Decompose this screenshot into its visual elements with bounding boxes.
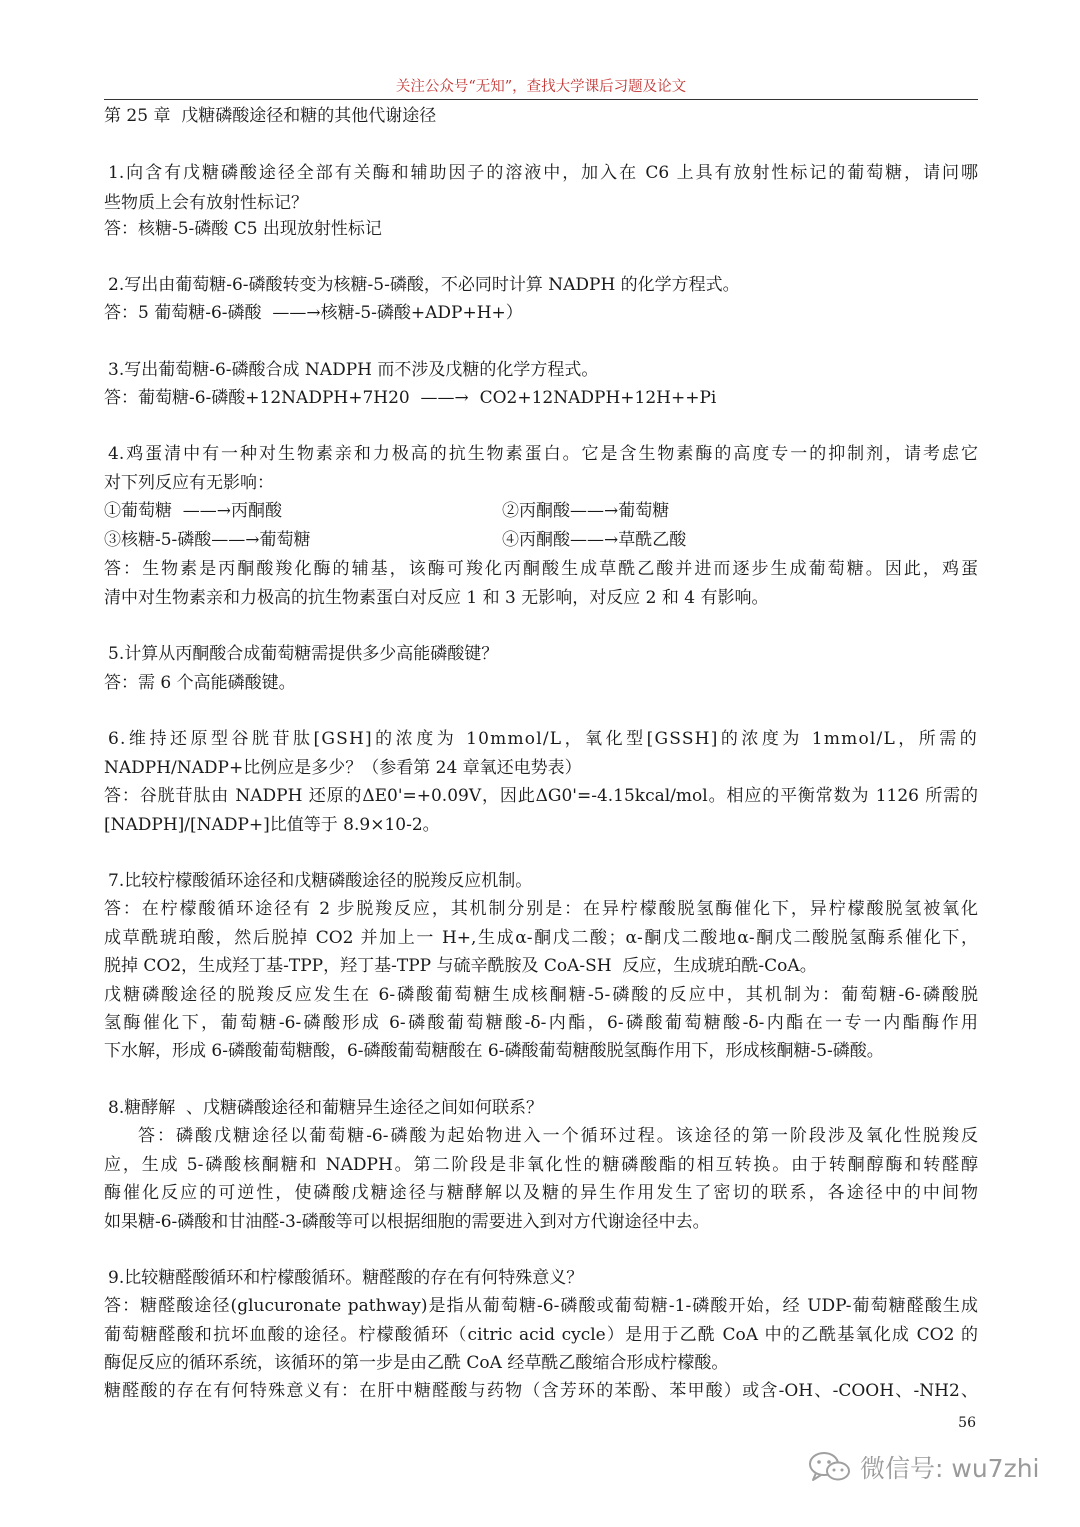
question-5: 5.计算从丙酮酸合成葡萄糖需提供多少高能磷酸键？: [108, 644, 499, 664]
header-rule: [104, 99, 978, 100]
answer-6-line-2: [NADPH]/[NADP+]比值等于 8.9×10-2。: [104, 815, 440, 835]
question-6-line-1: 6.维持还原型谷胱苷肽[GSH]的浓度为 10mmol/L，氧化型[GSSH]的浓度为 1mmol/L，所需的: [108, 729, 978, 749]
chapter-title: 第 25 章 戊糖磷酸途径和糖的其他代谢途径: [104, 106, 437, 126]
answer-2: 答：5 葡萄糖-6-磷酸 ——→核糖-5-磷酸+ADP+H+）: [104, 303, 523, 323]
reaction-1: ①葡萄糖 ——→丙酮酸: [104, 501, 283, 521]
answer-8-line-4: 如果糖-6-磷酸和甘油醛-3-磷酸等可以根据细胞的需要进入到对方代谢途径中去。: [104, 1212, 710, 1232]
answer-9-line-4: 糖醛酸的存在有何特殊意义有：在肝中糖醛酸与药物（含芳环的苯酚、苯甲酸）或含-OH、-COOH、-NH2、: [104, 1381, 978, 1401]
answer-7-line-5: 氢酶催化下，葡萄糖-6-磷酸形成 6-磷酸葡萄糖酸-δ-内酯，6-磷酸葡萄糖酸-δ-内酯在一专一内酯酶作用: [104, 1013, 978, 1033]
answer-8-line-2: 应，生成 5-磷酸核酮糖和 NADPH。第二阶段是非氧化性的糖磷酸酯的相互转换。由于转酮醇酶和转醛醇: [104, 1155, 978, 1175]
reaction-4: ④丙酮酸——→草酰乙酸: [502, 530, 687, 550]
question-3: 3.写出葡萄糖-6-磷酸合成 NADPH 而不涉及戊糖的化学方程式。: [108, 360, 599, 380]
question-2: 2.写出由葡萄糖-6-磷酸转变为核糖-5-磷酸，不必同时计算 NADPH 的化学方程式。: [108, 275, 740, 295]
answer-9-line-3: 酶促反应的循环系统，该循环的第一步是由乙酰 CoA 经草酰乙酸缩合形成柠檬酸。: [104, 1353, 729, 1373]
question-4-line-2: 对下列反应有无影响：: [104, 473, 274, 493]
answer-3: 答：葡萄糖-6-磷酸+12NADPH+7H20 ——→ CO2+12NADPH+12H++Pi: [104, 388, 717, 408]
answer-7-line-1: 答：在柠檬酸循环途径有 2 步脱羧反应，其机制分别是：在异柠檬酸脱氢酶催化下，异柠檬酸脱氢被氧化: [104, 899, 978, 919]
page-number: 56: [958, 1415, 976, 1431]
question-8: 8.糖酵解 、戊糖磷酸途径和葡糖异生途径之间如何联系？: [108, 1098, 544, 1118]
question-6-line-2: NADPH/NADP+比例应是多少？（参看第 24 章氧还电势表）: [104, 758, 582, 778]
answer-9-line-1: 答：糖醛酸途径(glucuronate pathway)是指从葡萄糖-6-磷酸或葡萄糖-1-磷酸开始，经 UDP-葡萄糖醛酸生成: [104, 1296, 978, 1316]
question-1-line-1: 1.向含有戊糖磷酸途径全部有关酶和辅助因子的溶液中，加入在 C6 上具有放射性标记的葡萄糖，请问哪: [108, 163, 978, 183]
answer-8-line-1: 答：磷酸戊糖途径以葡萄糖-6-磷酸为起始物进入一个循环过程。该途径的第一阶段涉及氧化性脱羧反: [138, 1126, 978, 1146]
watermark-text: 微信号: wu7zhi: [860, 1454, 1040, 1483]
wechat-icon: [808, 1450, 852, 1484]
reaction-3: ③核糖-5-磷酸——→葡萄糖: [104, 530, 311, 550]
answer-5: 答：需 6 个高能磷酸键。: [104, 673, 296, 693]
answer-4-line-1: 答：生物素是丙酮酸羧化酶的辅基，该酶可羧化丙酮酸生成草酰乙酸并进而逐步生成葡萄糖。因此，鸡蛋: [104, 559, 978, 579]
question-1-line-2: 些物质上会有放射性标记？: [104, 193, 308, 213]
answer-7-line-6: 下水解，形成 6-磷酸葡萄糖酸，6-磷酸葡萄糖酸在 6-磷酸葡萄糖酸脱氢酶作用下，形成核酮糖-5-磷酸。: [104, 1041, 884, 1061]
answer-8-line-3: 酶催化反应的可逆性，使磷酸戊糖途径与糖酵解以及糖的异生作用发生了密切的联系，各途径中的中间物: [104, 1183, 978, 1203]
answer-1: 答：核糖-5-磷酸 C5 出现放射性标记: [104, 219, 382, 239]
page-header: 关注公众号“无知”，查找大学课后习题及论文: [395, 79, 687, 95]
answer-9-line-2: 葡萄糖醛酸和抗坏血酸的途径。柠檬酸循环（citric acid cycle）是用于乙酰 CoA 中的乙酰基氧化成 CO2 的: [104, 1325, 978, 1345]
answer-7-line-4: 戊糖磷酸途径的脱羧反应发生在 6-磷酸葡萄糖生成核酮糖-5-磷酸的反应中，其机制为：葡萄糖-6-磷酸脱: [104, 985, 978, 1005]
question-4-line-1: 4.鸡蛋清中有一种对生物素亲和力极高的抗生物素蛋白。它是含生物素酶的高度专一的抑制剂，请考虑它: [108, 444, 978, 464]
answer-7-line-3: 脱掉 CO2，生成羟丁基-TPP，羟丁基-TPP 与硫辛酰胺及 CoA-SH 反应，生成琥珀酰-CoA。: [104, 956, 817, 976]
question-7: 7.比较柠檬酸循环途径和戊糖磷酸途径的脱羧反应机制。: [108, 871, 533, 891]
question-9: 9.比较糖醛酸循环和柠檬酸循环。糖醛酸的存在有何特殊意义？: [108, 1268, 584, 1288]
watermark: [808, 1447, 1039, 1487]
answer-4-line-2: 清中对生物素亲和力极高的抗生物素蛋白对反应 1 和 3 无影响，对反应 2 和 4 有影响。: [104, 588, 769, 608]
answer-7-line-2: 成草酰琥珀酸，然后脱掉 CO2 并加上一 H+,生成α-酮戊二酸；α-酮戊二酸地α-酮戊二酸脱氢酶系催化下，: [104, 928, 978, 948]
answer-6-line-1: 答：谷胱苷肽由 NADPH 还原的ΔE0'=+0.09V，因此ΔG0'=-4.15kcal/mol。相应的平衡常数为 1126 所需的: [104, 786, 978, 806]
reaction-2: ②丙酮酸——→葡萄糖: [502, 501, 670, 521]
